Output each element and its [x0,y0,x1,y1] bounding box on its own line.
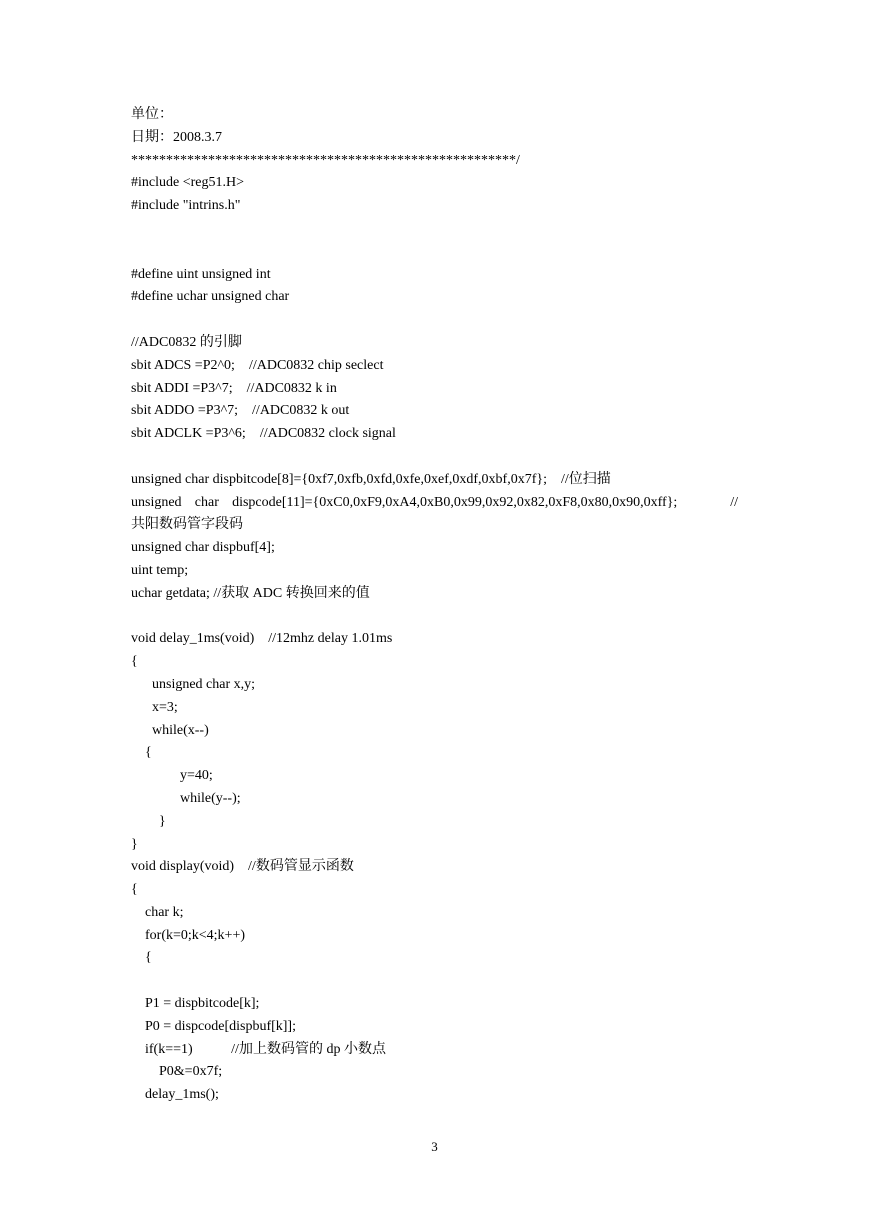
code-line: { [131,654,138,670]
code-line: #define uint unsigned int [131,266,271,282]
code-line: { [131,882,138,898]
code-line: *******************************************************/ [131,152,520,168]
code-line: unsigned char dispbitcode[8]={0xf7,0xfb,0xfd,0xfe,0xef,0xdf,0xbf,0x7f}; //位扫描 [131,471,611,487]
code-line: P0 = dispcode[dispbuf[k]]; [131,1018,296,1034]
code-line: //ADC0832 的引脚 [131,334,242,350]
code-line: 共阳数码管字段码 [131,517,243,533]
code-line [131,241,751,264]
code-line [131,446,751,469]
code-line: } [131,813,166,829]
code-line: sbit ADDI =P3^7; //ADC0832 k in [131,380,337,396]
code-line: unsigned char x,y; [131,676,256,692]
code-line: P0&=0x7f; [131,1064,223,1080]
code-line: 单位： [131,107,173,122]
code-line: sbit ADCS =P2^0; //ADC0832 chip seclect [131,357,384,373]
code-line: while(x--) [131,722,209,738]
code-listing [131,104,751,1107]
code-line: 日期：2008.3.7 [131,129,222,145]
code-line: if(k==1) //加上数码管的 dp 小数点 [131,1041,386,1057]
code-line [131,218,751,241]
code-line: x=3; [131,699,178,715]
code-line: sbit ADCLK =P3^6; //ADC0832 clock signal [131,426,396,442]
code-line: uint temp; [131,562,189,578]
code-line: sbit ADDO =P3^7; //ADC0832 k out [131,403,350,419]
code-line: #include "intrins.h" [131,198,241,214]
code-line: { [131,950,152,966]
code-line: unsigned char dispbuf[4]; [131,540,275,556]
code-line: uchar getdata; //获取 ADC 转换回来的值 [131,585,370,601]
code-line: delay_1ms(); [131,1087,219,1103]
code-line: for(k=0;k<4;k++) [131,927,246,943]
code-line: { [131,745,152,761]
code-line: char k; [131,904,184,920]
code-line: unsigned char dispcode[11]={0xC0,0xF9,0xA4,0xB0,0x99,0x92,0x82,0xF8,0x80,0x90,0xff}; // [131,494,738,510]
code-line [131,970,751,993]
code-line: void display(void) //数码管显示函数 [131,859,354,875]
code-line: y=40; [131,768,213,784]
page-number: 3 [431,1139,438,1154]
code-line: #define uchar unsigned char [131,289,290,305]
code-line: while(y--); [131,790,241,806]
code-line [131,309,751,332]
code-line [131,606,751,629]
code-line: #include <reg51.H> [131,175,244,191]
code-line: P1 = dispbitcode[k]; [131,996,260,1012]
code-line: void delay_1ms(void) //12mhz delay 1.01ms [131,631,393,647]
code-line: } [131,836,138,852]
